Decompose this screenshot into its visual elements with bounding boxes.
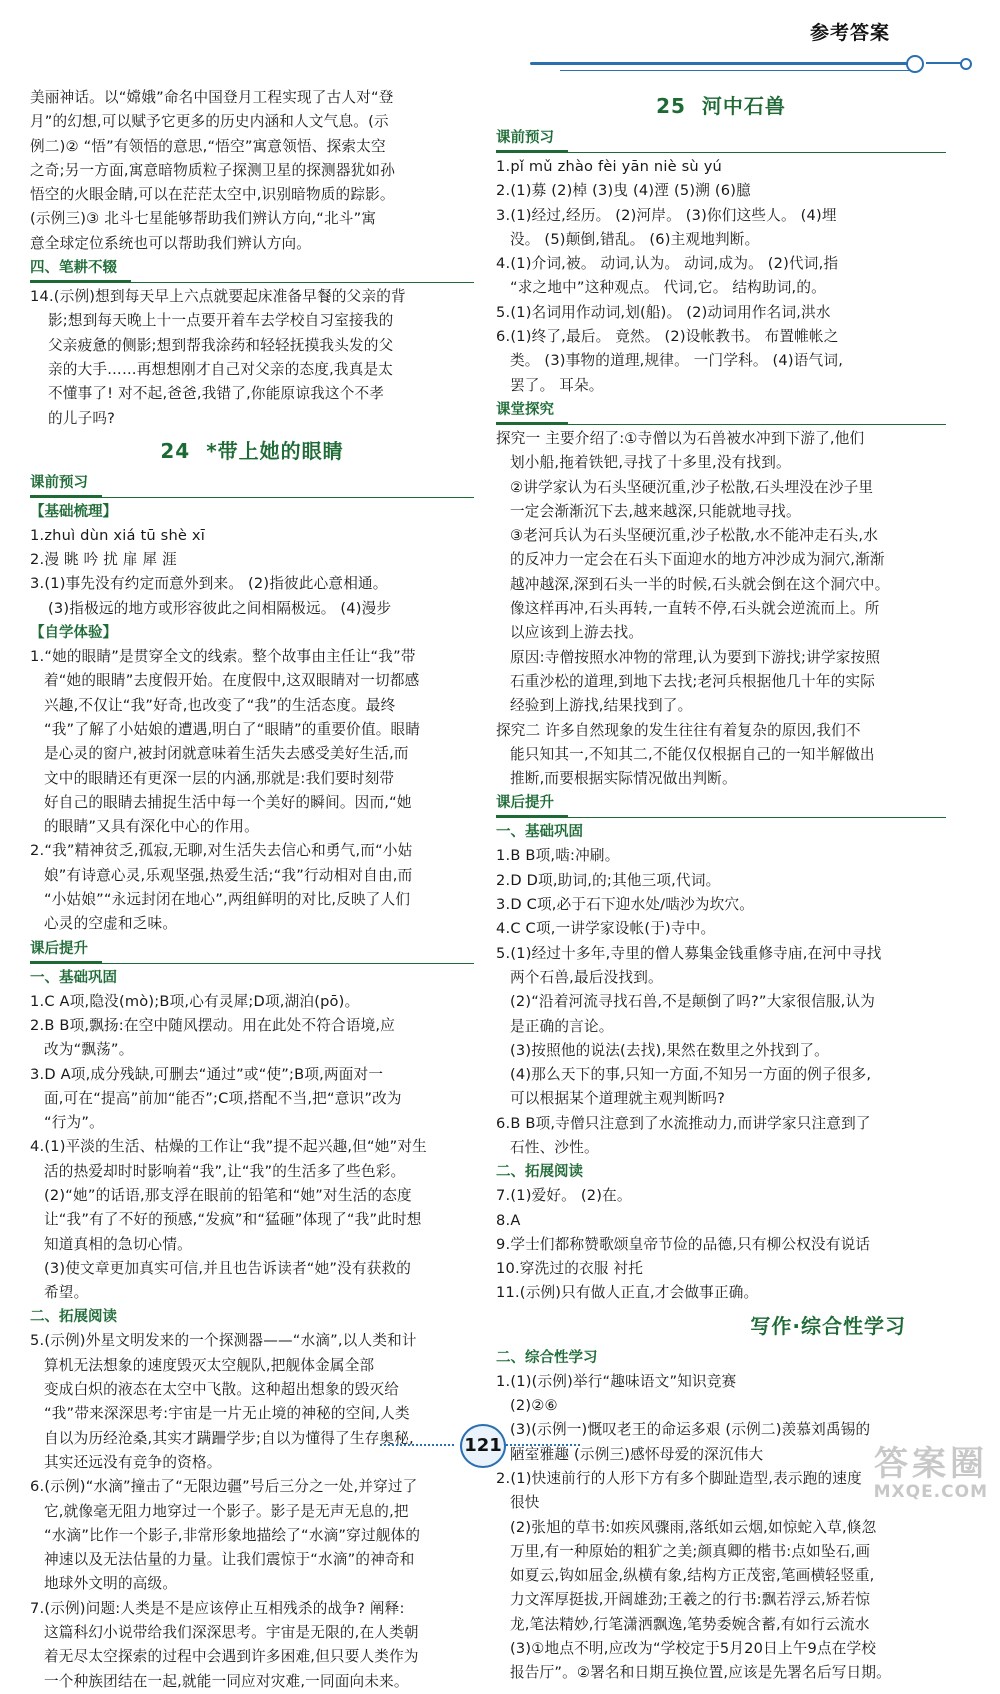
text-line: 意全球定位系统也可以帮助我们辨认方向。 xyxy=(30,234,312,252)
text-line: 心灵的空虚和乏味。 xyxy=(44,915,178,933)
text-line: 改为“飘荡”。 xyxy=(44,1041,134,1059)
text-line: 原因:寺僧按照水冲物的常理,认为要到下游找;讲学家按照 xyxy=(510,648,881,666)
subsection-heading: 【基础梳理】 xyxy=(30,503,117,520)
text-line: 1.pǐ mǔ zhào fèi yān niè sù yú xyxy=(496,158,722,175)
basic-consolidation-block xyxy=(496,844,946,1160)
text-line: 的反冲力一定会在石头下面迎水的地方冲沙成为洞穴,渐渐 xyxy=(510,551,885,569)
subsection-heading: 一、基础巩固 xyxy=(30,969,117,986)
text-line: 6.(示例)“水滴”撞击了“无限边疆”号后三分之一处,并穿过了 xyxy=(30,1478,418,1496)
text-line: (示例三)③ 北斗七星能够帮助我们辨认方向,“北斗”寓 xyxy=(30,210,377,228)
header-rule xyxy=(530,62,910,65)
text-line: “我”了解了小姑娘的遭遇,明白了“眼睛”的重要价值。眼睛 xyxy=(44,720,421,738)
section-heading-wrap xyxy=(30,937,474,964)
section-heading-wrap xyxy=(30,256,474,283)
text-line: 2.漫 眺 吟 扰 扉 犀 涯 xyxy=(30,551,177,569)
preview-block xyxy=(496,155,946,398)
text-line: 6.B B项,寺僧只注意到了水流推动力,而讲学家只注意到了 xyxy=(496,1114,871,1132)
text-line: 陋室雅趣 (示例三)感怀母爱的深沉伟大 xyxy=(510,1445,764,1463)
text-line: “小姑娘”“永远封闭在地心”,两组鲜明的对比,反映了人们 xyxy=(44,891,411,909)
text-line: 让“我”有了不好的预感,“发疯”和“猛砸”体现了“我”此时想 xyxy=(44,1211,422,1229)
text-line: 万里,有一种原始的粗犷之美;颜真卿的楷书:点如坠石,画 xyxy=(510,1542,871,1560)
text-line: 石性、沙性。 xyxy=(510,1138,599,1156)
text-line: (3)①地点不明,应改为“学校定于5月20日上午9点在学校 xyxy=(510,1640,877,1658)
lesson-title xyxy=(496,88,946,124)
header-ring-icon xyxy=(906,55,924,73)
text-line: 是正确的言论。 xyxy=(510,1017,614,1035)
text-line: 很快 xyxy=(510,1494,540,1512)
watermark-logo xyxy=(828,1446,988,1502)
text-line: 7.(示例)问题:人类是不是应该停止互相残杀的战争? 阐释: xyxy=(30,1599,405,1617)
text-line: 4.C C项,一讲学家设帐(于)寺中。 xyxy=(496,920,716,938)
text-line: “行为”。 xyxy=(44,1114,104,1132)
page-header xyxy=(530,18,970,76)
q14-block xyxy=(30,285,474,431)
text-line: 类。 (3)事物的道理,规律。 一门学科。 (4)语气词, xyxy=(510,352,844,370)
text-line: 可以根据某个道理就主观判断吗? xyxy=(510,1090,726,1108)
text-line: 悟空的火眼金睛,可以在茫茫太空中,识别暗物质的踪影。 xyxy=(30,186,395,204)
text-line: 推断,而要根据实际情况做出判断。 xyxy=(510,770,737,788)
text-line: “水滴”比作一个影子,非常形象地描绘了“水滴”穿过舰体的 xyxy=(44,1526,421,1544)
text-line: 2.B B项,飘扬:在空中随风摆动。用在此处不符合语境,应 xyxy=(30,1016,396,1034)
subsection-heading: 【自学体验】 xyxy=(30,625,117,642)
section-heading: 四、笔耕不辍 xyxy=(30,256,131,282)
page-number: 121 xyxy=(460,1424,506,1468)
text-line: 龙,笔法精妙,行笔潇洒飘逸,笔势委婉含蓄,有如行云流水 xyxy=(510,1615,870,1633)
text-line: 一定会渐渐沉下去,越来越深,只能就地寻找。 xyxy=(510,502,801,520)
text-line: 探究二 许多自然现象的发生往往有着复杂的原因,我们不 xyxy=(496,721,861,739)
header-rule-thin xyxy=(560,70,910,71)
text-line: 经验到上游找,结果找到了。 xyxy=(510,697,693,715)
subsection-heading: 二、拓展阅读 xyxy=(30,1309,117,1326)
basic-consolidation-block xyxy=(30,990,474,1306)
text-line: 3.D C项,必于石下迎水处/啮沙为坎穴。 xyxy=(496,896,755,914)
text-line: 越冲越深,深到石头一半的时候,石头就会倒在这个洞穴中。 xyxy=(510,575,890,593)
text-line: 探究一 主要介绍了:①寺僧以为石兽被水冲到下游了,他们 xyxy=(496,429,865,447)
text-line: 5.(1)名词用作动词,划(船)。 (2)动词用作名词,洪水 xyxy=(496,303,831,321)
text-line: 文中的眼睛还有更深一层的内涵,那就是:我们要时刻带 xyxy=(44,769,395,787)
text-line: 1.B B项,啮:冲刷。 xyxy=(496,847,620,865)
text-line: 没。 (5)颠倒,错乱。 (6)主观地判断。 xyxy=(510,230,760,248)
text-line: 14.(示例)想到每天早上六点就要起床准备早餐的父亲的背 xyxy=(30,288,406,306)
watermark-bottom-text: MXQE.COM xyxy=(873,1482,988,1502)
section-heading: 课前预习 xyxy=(30,471,102,497)
text-line: 父亲疲惫的侧影;想到帮我涂药和轻轻抚摸我头发的父 xyxy=(48,336,394,354)
text-line: 例二)② “悟”有领悟的意思,“悟空”寓意领悟、探索太空 xyxy=(30,137,386,155)
text-line: (2)②⑥ xyxy=(510,1397,558,1415)
text-line: 其实还远没有竞争的资格。 xyxy=(44,1453,222,1471)
text-line: 着无尽太空探索的过程中会遇到许多困难,但只要人类作为 xyxy=(44,1648,419,1666)
text-line: 知道真相的急切心情。 xyxy=(44,1235,192,1253)
text-line: 的眼睛”又具有深化中心的作用。 xyxy=(44,818,259,836)
section-heading: 课后提升 xyxy=(30,937,102,963)
section-heading-wrap xyxy=(496,791,946,818)
lesson-number: 24 xyxy=(160,438,191,463)
section-heading-wrap xyxy=(496,398,946,425)
text-line: (3)指极远的地方或形容彼此之间相隔极远。 (4)漫步 xyxy=(48,599,392,617)
text-line: 6.(1)终了,最后。 竟然。 (2)设帐教书。 布置帷帐之 xyxy=(496,328,839,346)
lesson-title xyxy=(30,433,474,469)
writing-section-title: 写作·综合性学习 xyxy=(750,1313,906,1338)
text-line: 亲的大手……再想想刚才自己对父亲的态度,我真是太 xyxy=(48,360,394,378)
text-line: (3)(示例一)慨叹老王的命运多艰 (示例二)羡慕刘禹锡的 xyxy=(510,1421,871,1439)
section-heading: 课前预习 xyxy=(496,126,568,152)
lesson-number: 25 xyxy=(656,94,686,118)
text-line: 1.“她的眼睛”是贯穿全文的线索。整个故事由主任让“我”带 xyxy=(30,648,416,666)
text-line: 4.(1)介词,被。 动词,认为。 动词,成为。 (2)代词,指 xyxy=(496,255,839,273)
text-line: 5.(示例)外星文明发来的一个探测器——“水滴”,以人类和计 xyxy=(30,1332,417,1350)
text-line: 兴趣,不仅让“我”好奇,也改变了“我”的生活态度。最终 xyxy=(44,696,396,714)
text-line: 1.zhuì dùn xiá tū shè xī xyxy=(30,526,206,544)
text-line: 石重沙松的道理,到地下去找;老河兵根据他几十年的实际 xyxy=(510,672,876,690)
text-line: 报告厅”。②署名和日期互换位置,应该是先署名后写日期。 xyxy=(510,1664,891,1682)
text-line: 2.(1)快速前行的人形下方有多个脚趾造型,表示跑的速度 xyxy=(496,1469,862,1487)
text-line: 这篇科幻小说带给我们深深思考。宇宙是无限的,在人类朝 xyxy=(44,1624,419,1642)
footer-dots-left xyxy=(380,1444,454,1446)
text-line: “求之地中”这种观点。 代词,它。 结构助词,的。 xyxy=(510,279,826,297)
top-answer-block xyxy=(30,86,474,256)
lesson-name: 河中石兽 xyxy=(701,94,786,118)
text-line: 力文浑厚挺拔,开阔雄劲;王羲之的行书:飘若浮云,矫若惊 xyxy=(510,1591,871,1609)
text-line: 影;想到每天晚上十一点要开着车去学校自习室接我的 xyxy=(48,312,394,330)
watermark-top-text: 答案圈 xyxy=(874,1444,988,1484)
text-line: 2.“我”精神贫乏,孤寂,无聊,对生活失去信心和勇气,而“小姑 xyxy=(30,842,413,860)
section-heading-wrap xyxy=(30,471,474,498)
text-line: 如夏云,钩如屈金,纵横有象,结构方正茂密,笔画横轻竖重, xyxy=(510,1567,875,1585)
text-line: 活的热爱却时时影响着“我”,让“我”的生活多了些色彩。 xyxy=(44,1162,406,1180)
text-line: (2)张旭的草书:如疾风骤雨,落纸如云烟,如惊蛇入草,倏忽 xyxy=(510,1518,877,1536)
text-line: 一个种族团结在一起,就能一同应对灾难,一同面向未来。 xyxy=(44,1672,409,1690)
text-line: ②讲学家认为石头坚硬沉重,沙子松散,石头埋没在沙子里 xyxy=(510,478,874,496)
text-line: 2.(1)募 (2)棹 (3)曳 (4)湮 (5)溯 (6)臆 xyxy=(496,182,751,200)
extended-reading-block xyxy=(496,1184,946,1305)
text-line: 3.(1)经过,经历。 (2)河岸。 (3)你们这些人。 (4)埋 xyxy=(496,206,837,224)
subsection-heading: 二、综合性学习 xyxy=(496,1349,598,1366)
subsection-heading: 一、基础巩固 xyxy=(496,824,583,841)
self-study-block xyxy=(30,645,474,937)
text-line: (4)那么天下的事,只知一方面,不知另一方面的例子很多, xyxy=(510,1066,872,1084)
extended-reading-block xyxy=(30,1329,474,1693)
text-line: 9.学士们都称赞歌颂皇帝节俭的品德,只有柳公权没有说话 xyxy=(496,1235,871,1253)
text-line: 3.(1)事先没有约定而意外到来。 (2)指彼此心意相通。 xyxy=(30,575,388,593)
text-line: 不懂事了! 对不起,爸爸,我错了,你能原谅我这个不孝 xyxy=(48,385,385,403)
text-line: 自以为历经沧桑,其实才蹒跚学步;自以为懂得了生存奥秘, xyxy=(44,1429,414,1447)
text-line: 10.穿洗过的衣服 衬托 xyxy=(496,1260,643,1278)
section-heading: 课堂探究 xyxy=(496,398,568,424)
basic-sort-block xyxy=(30,524,474,621)
text-line: 4.(1)平淡的生活、枯燥的工作让“我”提不起兴趣,但“她”对生 xyxy=(30,1138,427,1156)
text-line: 2.D D项,助词,的;其他三项,代词。 xyxy=(496,871,721,889)
text-line: 3.D A项,成分残缺,可删去“通过”或“使”;B项,两面对一 xyxy=(30,1065,384,1083)
text-line: 着“她的眼睛”去度假开始。在度假中,这双眼睛对一切都感 xyxy=(44,672,420,690)
footer-dots-right xyxy=(506,1444,580,1446)
text-line: 8.A xyxy=(496,1211,521,1229)
text-line: 像这样再冲,石头再转,一直转不停,石头就会逆流而上。所 xyxy=(510,600,880,618)
text-line: 两个石兽,最后没找到。 xyxy=(510,968,663,986)
text-line: 希望。 xyxy=(44,1284,89,1302)
text-line: 7.(1)爱好。 (2)在。 xyxy=(496,1187,632,1205)
text-line: 神速以及无法估量的力量。让我们震惊于“水滴”的神奇和 xyxy=(44,1551,415,1569)
text-line: 1.(1)(示例)举行“趣味语文”知识竞赛 xyxy=(496,1372,737,1390)
text-line: 1.C A项,隐没(mò);B项,心有灵犀;D项,湖泊(pō)。 xyxy=(30,992,360,1010)
text-line: 11.(示例)只有做人正直,才会做事正确。 xyxy=(496,1284,759,1302)
text-line: 是心灵的窗户,被封闭就意味着生活失去感受美好生活,而 xyxy=(44,745,409,763)
text-line: 算机无法想象的速度毁灭太空舰队,把舰体金属全部 xyxy=(44,1356,375,1374)
header-small-ring-icon xyxy=(960,58,972,70)
text-line: ③老河兵认为石头坚硬沉重,沙子松散,水不能冲走石头,水 xyxy=(510,527,879,545)
explore-block xyxy=(496,427,946,791)
section-heading-wrap xyxy=(496,126,946,153)
text-line: 的儿子吗? xyxy=(48,409,116,427)
text-line: 好自己的眼睛去捕捉生活中每一个美好的瞬间。因而,“她 xyxy=(44,793,412,811)
text-line: 以应该到上游去找。 xyxy=(510,624,644,642)
section-heading: 课后提升 xyxy=(496,791,568,817)
text-line: 月”的幻想,可以赋予它更多的历史内涵和人文气息。(示 xyxy=(30,113,389,131)
text-line: 罢了。 耳朵。 xyxy=(510,376,604,394)
text-line: 划小船,拖着铁钯,寻找了十多里,没有找到。 xyxy=(510,454,791,472)
text-line: 地球外文明的高级。 xyxy=(44,1575,178,1593)
text-line: 能只知其一,不知其二,不能仅仅根据自己的一知半解做出 xyxy=(510,745,875,763)
text-line: (3)使文章更加真实可信,并且也告诉读者“她”没有获救的 xyxy=(44,1259,412,1277)
text-line: 变成白炽的液态在太空中飞散。这种超出想象的毁灭给 xyxy=(44,1381,400,1399)
text-line: 5.(1)经过十多年,寺里的僧人募集金钱重修寺庙,在河中寻找 xyxy=(496,944,882,962)
text-line: “我”带来深深思考:宇宙是一片无止境的神秘的空间,人类 xyxy=(44,1405,410,1423)
page-footer xyxy=(380,1418,580,1468)
text-line: 之奇;另一方面,寓意暗物质粒子探测卫星的探测器犹如孙 xyxy=(30,161,396,179)
text-line: 娘”有诗意心灵,乐观坚强,热爱生活;“我”行动相对自由,而 xyxy=(44,866,413,884)
header-title: 参考答案 xyxy=(809,22,890,44)
text-line: 美丽神话。以“嫦娥”命名中国登月工程实现了古人对“登 xyxy=(30,89,394,106)
text-line: (3)按照他的说法(去找),果然在数里之外找到了。 xyxy=(510,1041,829,1059)
lesson-name: *带上她的眼睛 xyxy=(206,438,344,463)
text-line: (2)“她”的话语,那支浮在眼前的铅笔和“她”对生活的态度 xyxy=(44,1186,412,1204)
subsection-heading: 二、拓展阅读 xyxy=(496,1164,583,1181)
text-line: 它,就像毫无阻力地穿过一个影子。影子是无声无息的,把 xyxy=(44,1502,409,1520)
text-line: (2)“沿着河流寻找石兽,不是颠倒了吗?”大家很信服,认为 xyxy=(510,993,876,1011)
text-line: 面,可在“提高”前加“能否”;C项,搭配不当,把“意识”改为 xyxy=(44,1089,402,1107)
